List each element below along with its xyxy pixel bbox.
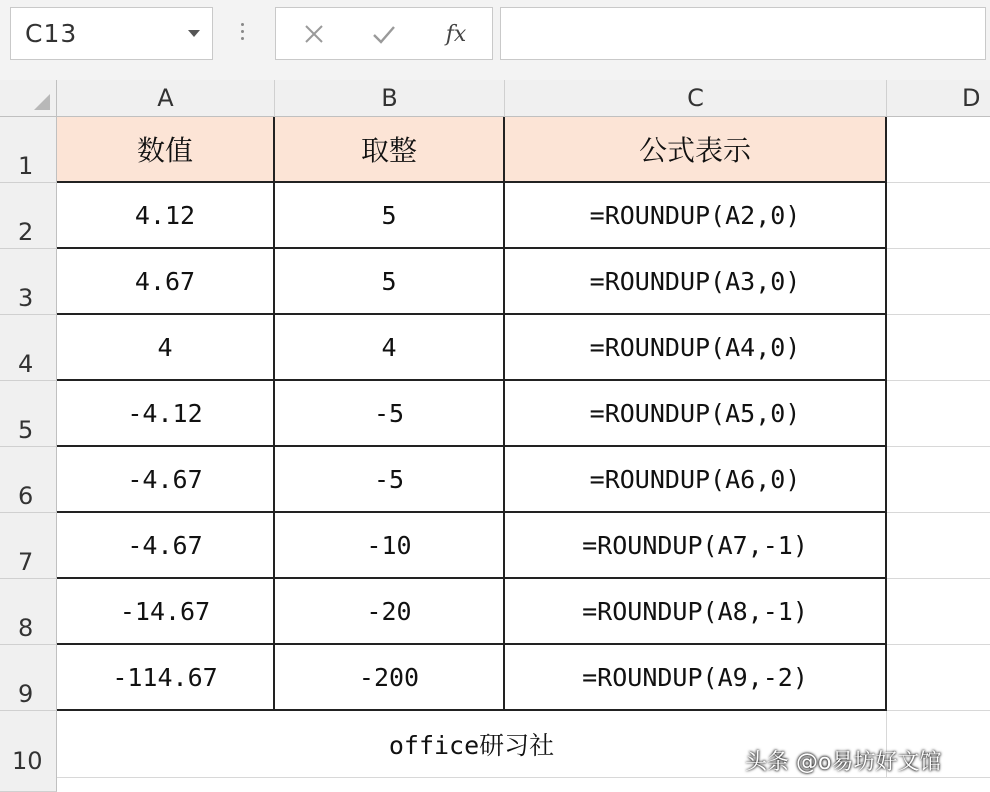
cell-a3[interactable] xyxy=(57,249,275,315)
cell-value: -114.67 xyxy=(112,662,218,692)
cell-d1[interactable] xyxy=(887,117,990,183)
column-header-label: D xyxy=(962,84,981,112)
row-header-label: 4 xyxy=(18,350,34,378)
formula-buttons xyxy=(275,7,493,60)
column-header-label: A xyxy=(157,84,174,112)
cell-a2[interactable] xyxy=(57,183,275,249)
cell-b8[interactable] xyxy=(275,579,505,645)
cell-a1[interactable] xyxy=(57,117,275,183)
cell-b1[interactable] xyxy=(275,117,505,183)
column-header-c[interactable] xyxy=(505,80,887,117)
row-header-label: 5 xyxy=(18,416,34,444)
cell-d8[interactable] xyxy=(887,579,990,645)
cell-value: =ROUNDUP(A9,-2) xyxy=(582,662,808,692)
cell-c5[interactable] xyxy=(505,381,887,447)
header-formula: 公式表示 xyxy=(638,134,751,167)
cell-a9[interactable] xyxy=(57,645,275,711)
cell-value: 5 xyxy=(381,266,397,296)
cell-value: =ROUNDUP(A7,-1) xyxy=(582,530,808,560)
row-header-3[interactable] xyxy=(0,249,57,315)
cell-a5[interactable] xyxy=(57,381,275,447)
row-header-label: 3 xyxy=(18,284,34,312)
cell-d9[interactable] xyxy=(887,645,990,711)
cell-d6[interactable] xyxy=(887,447,990,513)
cell-value: 4 xyxy=(157,332,173,362)
more-options-icon[interactable] xyxy=(236,20,248,46)
cell-c7[interactable] xyxy=(505,513,887,579)
cell-c4[interactable] xyxy=(505,315,887,381)
name-box-value: C13 xyxy=(25,19,78,48)
cell-b6[interactable] xyxy=(275,447,505,513)
cell-value: 4 xyxy=(381,332,397,362)
header-value: 数值 xyxy=(136,134,193,167)
column-header-label: C xyxy=(687,84,704,112)
cell-value: 4.67 xyxy=(134,266,196,296)
row-header-2[interactable] xyxy=(0,183,57,249)
cell-c8[interactable] xyxy=(505,579,887,645)
cell-a7[interactable] xyxy=(57,513,275,579)
row-header-10[interactable] xyxy=(0,711,57,792)
formula-input[interactable] xyxy=(500,7,986,60)
row-header-5[interactable] xyxy=(0,381,57,447)
cell-d2[interactable] xyxy=(887,183,990,249)
row-11-partial xyxy=(57,777,990,792)
enter-check-icon[interactable] xyxy=(364,16,404,52)
cell-a6[interactable] xyxy=(57,447,275,513)
cell-c6[interactable] xyxy=(505,447,887,513)
cell-value: =ROUNDUP(A5,0) xyxy=(589,398,801,428)
cell-c2[interactable] xyxy=(505,183,887,249)
formula-bar xyxy=(0,0,990,81)
row-header-label: 7 xyxy=(18,548,34,576)
cell-b3[interactable] xyxy=(275,249,505,315)
row-header-label: 6 xyxy=(18,482,34,510)
select-all-corner[interactable] xyxy=(0,80,57,117)
cell-value: -4.67 xyxy=(127,464,203,494)
cell-c3[interactable] xyxy=(505,249,887,315)
cell-value: =ROUNDUP(A8,-1) xyxy=(582,596,808,626)
cell-value: -200 xyxy=(358,662,420,692)
function-icon-label: fx xyxy=(445,21,467,47)
cell-b5[interactable] xyxy=(275,381,505,447)
cell-value: 4.12 xyxy=(134,200,196,230)
name-box[interactable] xyxy=(10,7,213,60)
cell-value: =ROUNDUP(A6,0) xyxy=(589,464,801,494)
column-header-a[interactable] xyxy=(57,80,275,117)
row-header-label: 1 xyxy=(18,152,34,180)
cell-value: -5 xyxy=(373,398,405,428)
cell-a8[interactable] xyxy=(57,579,275,645)
row-header-8[interactable] xyxy=(0,579,57,645)
column-header-label: B xyxy=(381,84,398,112)
row-header-6[interactable] xyxy=(0,447,57,513)
cell-b2[interactable] xyxy=(275,183,505,249)
row-header-9[interactable] xyxy=(0,645,57,711)
cell-a4[interactable] xyxy=(57,315,275,381)
cell-value: -14.67 xyxy=(119,596,211,626)
insert-function-icon[interactable] xyxy=(436,16,476,52)
column-header-d[interactable] xyxy=(887,80,990,117)
cell-c9[interactable] xyxy=(505,645,887,711)
row-header-1[interactable] xyxy=(0,117,57,183)
cell-b9[interactable] xyxy=(275,645,505,711)
cell-d3[interactable] xyxy=(887,249,990,315)
cell-value: -5 xyxy=(373,464,405,494)
footer-text: office研习社 xyxy=(388,731,555,760)
watermark: 头条 @o易坊好文馆 xyxy=(745,750,942,775)
header-rounded: 取整 xyxy=(360,134,417,167)
cell-value: -4.12 xyxy=(127,398,203,428)
row-header-label: 9 xyxy=(18,680,34,708)
cell-d4[interactable] xyxy=(887,315,990,381)
row-header-label: 2 xyxy=(18,218,34,246)
cell-value: =ROUNDUP(A2,0) xyxy=(589,200,801,230)
chevron-down-icon[interactable] xyxy=(188,30,200,37)
cell-c1[interactable] xyxy=(505,117,887,183)
row-header-label: 10 xyxy=(12,747,43,775)
cell-b4[interactable] xyxy=(275,315,505,381)
cell-value: =ROUNDUP(A4,0) xyxy=(589,332,801,362)
cell-value: 5 xyxy=(381,200,397,230)
cell-d5[interactable] xyxy=(887,381,990,447)
column-header-b[interactable] xyxy=(275,80,505,117)
row-header-label: 8 xyxy=(18,614,34,642)
cell-value: =ROUNDUP(A3,0) xyxy=(589,266,801,296)
cell-value: -4.67 xyxy=(127,530,203,560)
row-header-4[interactable] xyxy=(0,315,57,381)
cell-value: -10 xyxy=(366,530,412,560)
cancel-icon[interactable] xyxy=(294,16,334,52)
cell-value: -20 xyxy=(366,596,412,626)
row-header-7[interactable] xyxy=(0,513,57,579)
cell-b7[interactable] xyxy=(275,513,505,579)
cell-d7[interactable] xyxy=(887,513,990,579)
